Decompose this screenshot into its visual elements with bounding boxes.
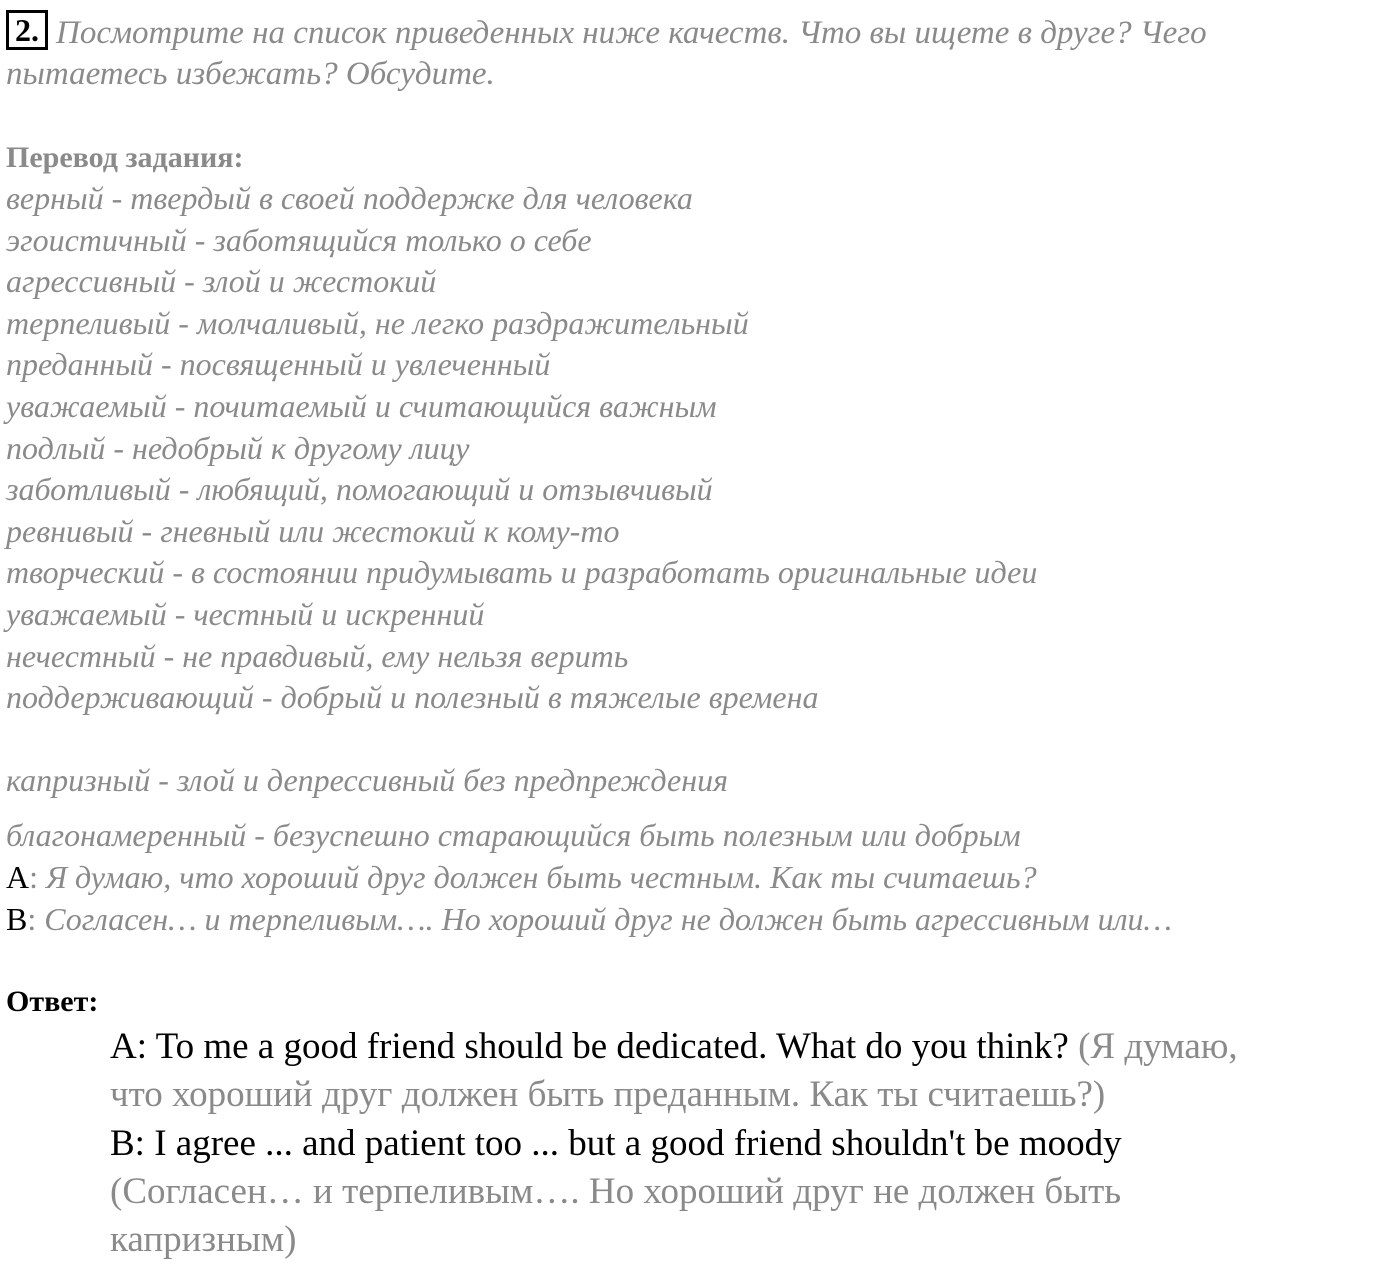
- speaker-label: A: [6, 859, 30, 895]
- dialog-line-b: [6, 899, 1172, 939]
- answer-b-russian-1: (Согласен… и терпеливым…. Но хороший друг не должен быть: [110, 1171, 1122, 1212]
- task-instruction-line-2: пытаетесь избежать? Обсудите.: [6, 56, 495, 92]
- list-item-capricious: капризный - злой и депрессивный без предпреждения: [6, 762, 728, 798]
- list-item: эгоистичный - заботящийся только о себе: [6, 221, 592, 258]
- answer-line-a: [110, 1023, 1238, 1071]
- list-item: поддерживающий - добрый и полезный в тяжелые времена: [6, 679, 819, 716]
- speaker-label: B: [6, 901, 28, 937]
- answer-b-english: B: I agree ... and patient too ... but a good friend shouldn't be moody: [110, 1123, 1122, 1164]
- dialog-text: Я думаю, что хороший друг должен быть честным. Как ты считаешь?: [46, 859, 1037, 895]
- answer-a-russian-1: (Я думаю,: [1068, 1026, 1238, 1067]
- list-item: агрессивный - злой и жестокий: [6, 263, 437, 300]
- dialog-text: Согласен… и терпеливым…. Но хороший друг не должен быть агрессивным или…: [44, 901, 1172, 937]
- task-instruction-line-1: [6, 10, 1207, 53]
- list-item: верный - твердый в своей поддержке для человека: [6, 180, 693, 216]
- list-item: нечестный - не правдивый, ему нельзя верить: [6, 637, 629, 674]
- speaker-separator: :: [29, 859, 46, 895]
- list-item: заботливый - любящий, помогающий и отзывчивый: [6, 471, 713, 508]
- list-item: преданный - посвященный и увлеченный: [6, 346, 551, 383]
- list-item-well-meaning: благонамеренный - безуспешно старающийся быть полезным или добрым: [6, 817, 1021, 853]
- list-item: подлый - недобрый к другому лицу: [6, 429, 470, 466]
- translation-heading: Перевод задания:: [6, 141, 244, 174]
- list-item: творческий - в состоянии придумывать и разработать оригинальные идеи: [6, 554, 1038, 591]
- task-instruction-text-1: Посмотрите на список приведенных ниже качеств. Что вы ищете в друге? Чего: [56, 15, 1207, 51]
- answer-b-russian-2: капризным): [110, 1219, 297, 1260]
- list-item: уважаемый - почитаемый и считающийся важным: [6, 387, 717, 424]
- list-item: терпеливый - молчаливый, не легко раздражительный: [6, 304, 749, 341]
- task-number-box: 2.: [6, 10, 48, 50]
- qualities-list: [6, 178, 1037, 719]
- answer-heading: Ответ:: [6, 985, 99, 1018]
- list-item: уважаемый - честный и искренний: [6, 595, 485, 632]
- list-item: ревнивый - гневный или жестокий к кому-то: [6, 512, 620, 549]
- dialog-line-a: [6, 857, 1037, 897]
- answer-a-russian-2: что хороший друг должен быть преданным. Как ты считаешь?): [110, 1074, 1106, 1115]
- answer-a-english: A: To me a good friend should be dedicated. What do you think?: [110, 1026, 1069, 1067]
- speaker-separator: :: [27, 901, 45, 937]
